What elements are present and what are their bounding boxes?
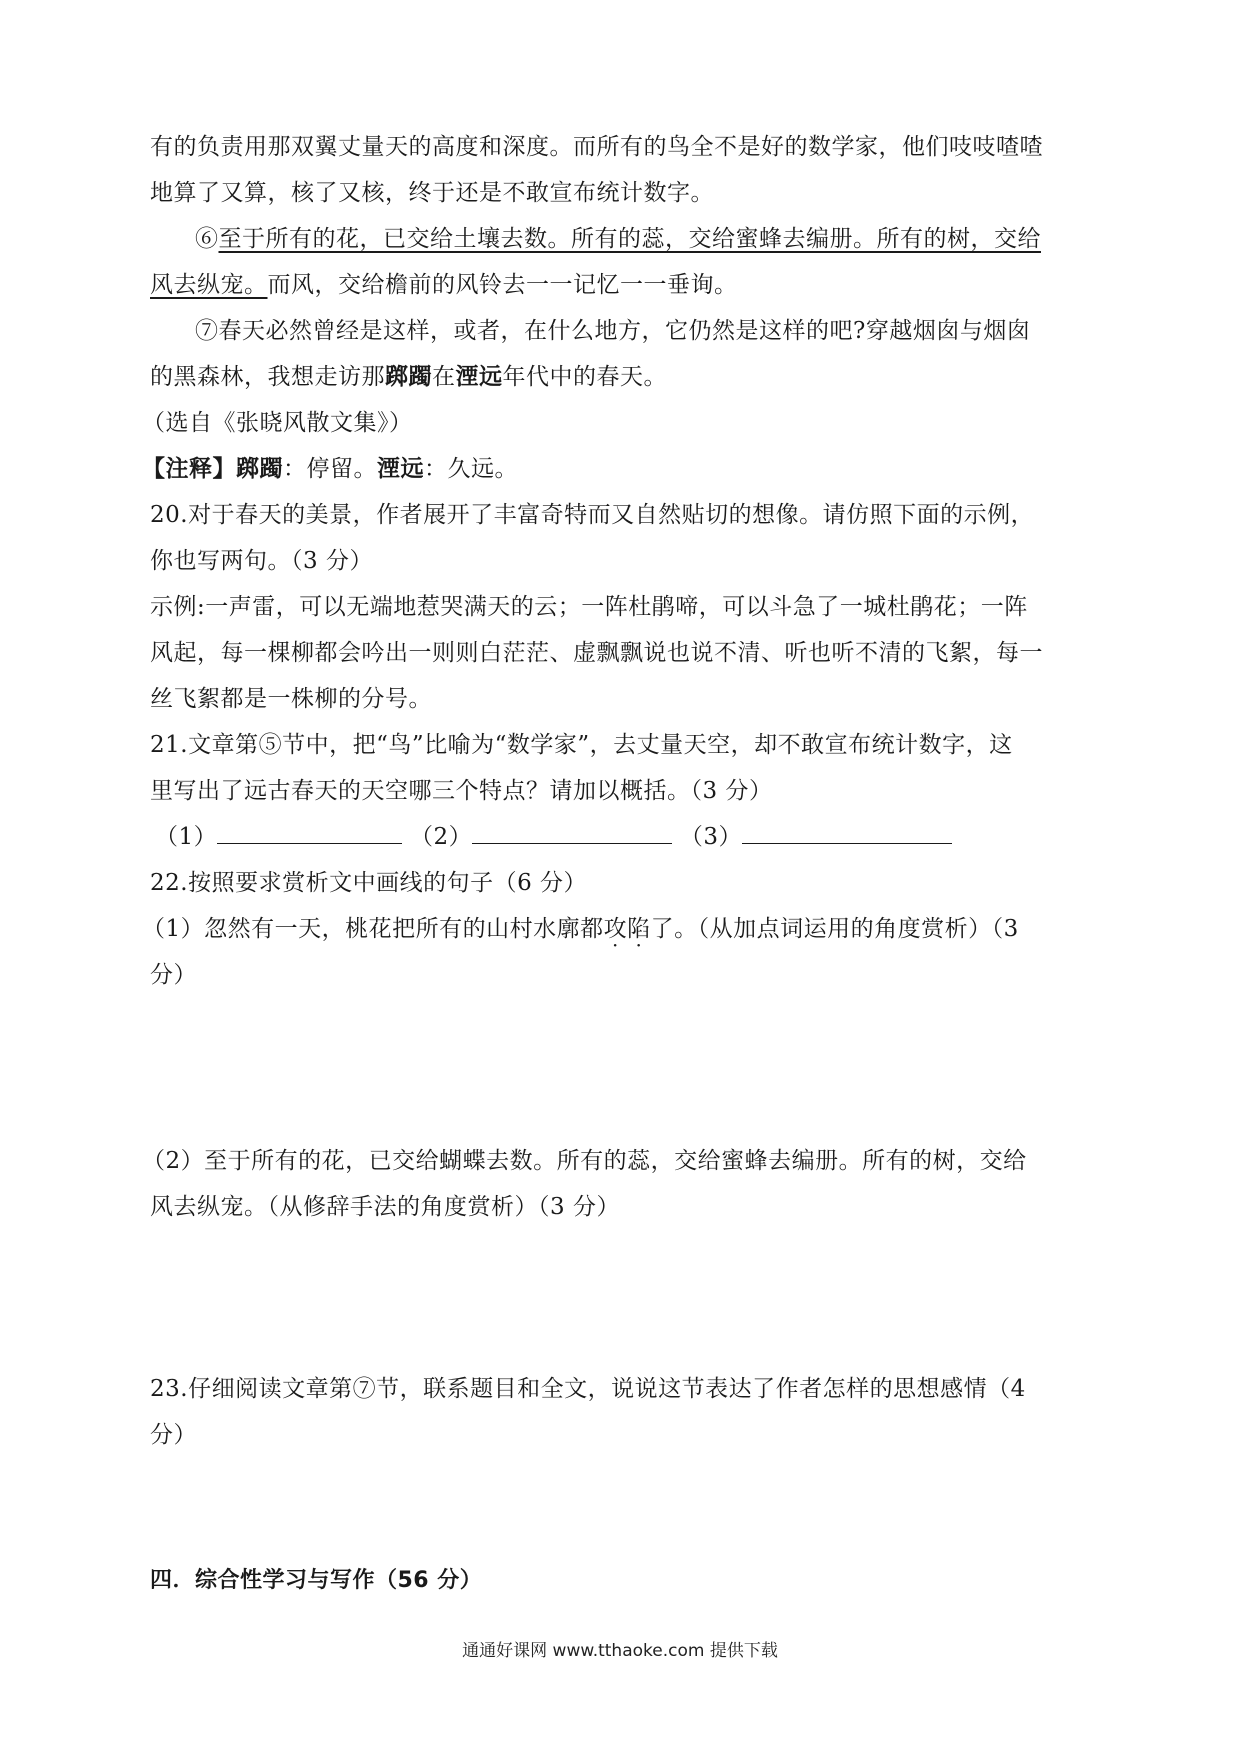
underlined-sentence-part2: 风去纵宠。 bbox=[150, 272, 268, 298]
text-segment: 年代中的春天。 bbox=[502, 364, 667, 390]
question-22-2-line2: 风去纵宠。（从修辞手法的角度赏析）（3 分） bbox=[150, 1194, 620, 1220]
question-22-1-line2: 分） bbox=[150, 962, 197, 988]
bold-word-yinyuan: 湮远 bbox=[455, 363, 503, 390]
dotted-char-xian: 陷 bbox=[627, 916, 651, 942]
question-22-1-line1 bbox=[142, 914, 1092, 944]
passage-p5-line2: 地算了又算，核了又核，终于还是不敢宣布统计数字。 bbox=[150, 180, 714, 206]
question-22-2-line1: （2）至于所有的花，已交给蝴蝶去数。所有的蕊，交给蜜蜂去编册。所有的树，交给 bbox=[142, 1148, 1027, 1174]
answer-blank-1[interactable] bbox=[217, 823, 402, 844]
passage-p7-line2 bbox=[150, 362, 1100, 392]
answer-blank-3[interactable] bbox=[742, 823, 952, 844]
note-def2: ：久远。 bbox=[424, 456, 518, 482]
question-21-line1: 21.文章第⑤节中，把“鸟”比喻为“数学家”，去丈量天空，却不敢宣布统计数字，这 bbox=[150, 732, 1013, 758]
passage-p6-rest: 而风，交给檐前的风铃去一一记忆一一垂询。 bbox=[267, 272, 738, 298]
note-def1: ：停留。 bbox=[283, 456, 377, 482]
question-21-line2: 里写出了远古春天的天空哪三个特点？请加以概括。（3 分） bbox=[150, 778, 773, 804]
answer-blank-2[interactable] bbox=[472, 823, 672, 844]
note-word1: 踯躅 bbox=[236, 455, 283, 482]
question-23-line1: 23.仔细阅读文章第⑦节，联系题目和全文，说说这节表达了作者怎样的思想感情（4 bbox=[150, 1376, 1026, 1402]
passage-p6-line1 bbox=[195, 224, 1145, 254]
bold-word-zhizhu: 踯躅 bbox=[385, 363, 432, 390]
blank-label-1: （1） bbox=[155, 824, 218, 850]
blank-label-3: （3） bbox=[679, 824, 743, 850]
text-segment: 的黑森林，我想走访那 bbox=[150, 364, 385, 390]
text-segment: 在 bbox=[432, 364, 456, 390]
passage-p5-line1: 有的负责用那双翼丈量天的高度和深度。而所有的鸟全不是好的数学家，他们吱吱喳喳 bbox=[150, 134, 1043, 160]
section-4-heading: 四．综合性学习与写作（56 分） bbox=[150, 1568, 483, 1593]
source-citation: （选自《张晓风散文集》） bbox=[142, 410, 413, 436]
annotation bbox=[142, 454, 1092, 484]
text-segment: 了。（从加点词运用的角度赏析）（3 bbox=[650, 916, 1019, 942]
question-20-line2: 你也写两句。（3 分） bbox=[150, 548, 373, 574]
note-word2: 湮远 bbox=[377, 455, 424, 482]
question-21-answer-blanks bbox=[155, 822, 1105, 852]
passage-p6-line2 bbox=[150, 270, 1100, 300]
page-footer: 通通好课网 www.tthaoke.com 提供下载 bbox=[462, 1641, 778, 1661]
blank-label-2: （2） bbox=[409, 824, 473, 850]
question-22-title: 22.按照要求赏析文中画线的句子（6 分） bbox=[150, 870, 588, 896]
question-23-line2: 分） bbox=[150, 1422, 197, 1448]
passage-p7-line1: ⑦春天必然曾经是这样，或者，在什么地方，它仍然是这样的吧?穿越烟囱与烟囱 bbox=[195, 318, 1031, 344]
question-20-example1: 示例:一声雷，可以无端地惹哭满天的云；一阵杜鹃啼，可以斗急了一城杜鹃花；一阵 bbox=[150, 594, 1028, 620]
underlined-sentence-part1: 至于所有的花，已交给土壤去数。所有的蕊，交给蜜蜂去编册。所有的树，交给 bbox=[218, 226, 1041, 252]
question-20-example3: 丝飞絮都是一株柳的分号。 bbox=[150, 686, 432, 712]
note-label: 【注释】 bbox=[142, 455, 236, 482]
question-20-line1: 20.对于春天的美景，作者展开了丰富奇特而又自然贴切的想像。请仿照下面的示例， bbox=[150, 502, 1035, 528]
paragraph-number: ⑥ bbox=[195, 226, 219, 252]
question-20-example2: 风起，每一棵柳都会吟出一则则白茫茫、虚飘飘说也说不清、听也听不清的飞絮，每一 bbox=[150, 640, 1043, 666]
text-segment: （1）忽然有一天，桃花把所有的山村水廓都 bbox=[142, 916, 604, 942]
dotted-char-gong: 攻 bbox=[603, 916, 628, 942]
